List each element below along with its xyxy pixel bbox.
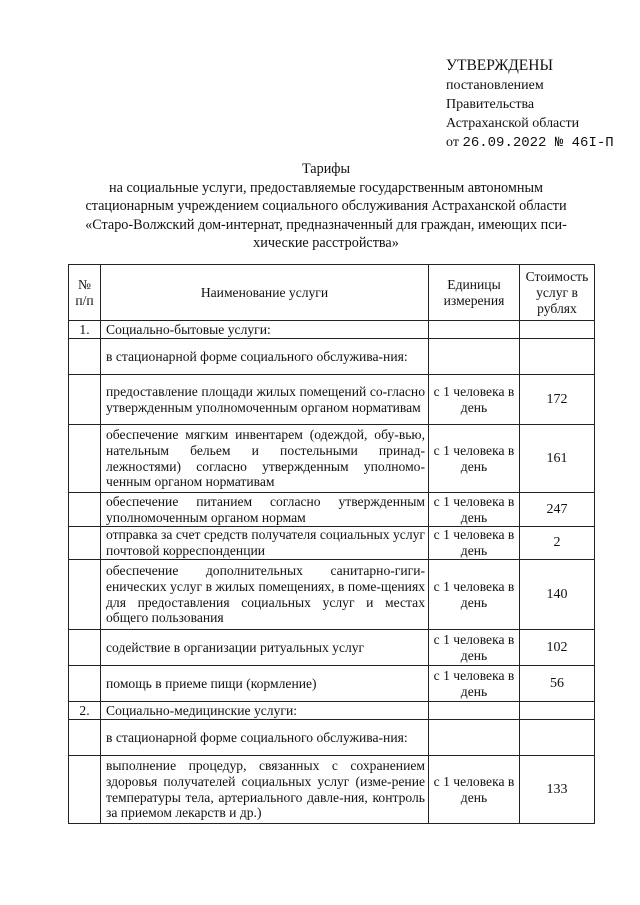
row-unit — [429, 321, 520, 339]
table-row — [69, 666, 595, 702]
title-line: Тарифы — [301, 161, 351, 177]
row-name: обеспечение дополнительных санитарно-гиги-енических услуг в жилых помещениях, в поме-щениях для предоставления социальных услуг и местах общего пользования — [101, 560, 429, 630]
tariff-table — [68, 264, 595, 824]
row-unit: с 1 человека в день — [429, 493, 520, 527]
row-cost: 172 — [520, 375, 595, 425]
row-name: помощь в приеме пищи (кормление) — [101, 666, 429, 702]
table-row — [69, 527, 595, 560]
row-cost: 56 — [520, 666, 595, 702]
row-cost — [520, 321, 595, 339]
title-line: на социальные услуги, предоставляемые государственным автономным — [109, 179, 543, 196]
document-title — [58, 160, 594, 253]
table-row — [69, 756, 595, 824]
row-unit — [429, 720, 520, 756]
row-unit: с 1 человека в день — [429, 375, 520, 425]
approval-date-value: 26.09.2022 № 46I-П — [462, 135, 614, 151]
header-number: № п/п — [69, 265, 101, 321]
row-number — [69, 493, 101, 527]
approval-stamp — [446, 56, 614, 153]
row-number — [69, 560, 101, 630]
table-header-row — [69, 265, 595, 321]
row-cost: 2 — [520, 527, 595, 560]
row-cost — [520, 702, 595, 720]
row-unit: с 1 человека в день — [429, 560, 520, 630]
table-row — [69, 702, 595, 720]
table-row — [69, 339, 595, 375]
row-unit: с 1 человека в день — [429, 756, 520, 824]
row-name: Социально-медицинские услуги: — [101, 702, 429, 720]
row-number — [69, 720, 101, 756]
row-cost: 133 — [520, 756, 595, 824]
row-unit: с 1 человека в день — [429, 630, 520, 666]
title-line: «Старо-Волжский дом-интернат, предназначенный для граждан, имеющих пси- — [85, 216, 567, 233]
row-number — [69, 666, 101, 702]
row-unit — [429, 702, 520, 720]
row-name: обеспечение мягким инвентарем (одеждой, обу-вью, нательным бельем и постельными принад-лежностями) согласно утвержденным уполномо-ченным органом нормативам — [101, 425, 429, 493]
row-unit: с 1 человека в день — [429, 666, 520, 702]
table-row — [69, 375, 595, 425]
table-row — [69, 493, 595, 527]
header-name: Наименование услуги — [101, 265, 429, 321]
table-row — [69, 720, 595, 756]
approval-line: Астраханской области — [446, 116, 580, 131]
row-name: предоставление площади жилых помещений со-гласно утвержденным уполномоченным органом нормативам — [101, 375, 429, 425]
row-cost: 140 — [520, 560, 595, 630]
row-unit — [429, 339, 520, 375]
approval-date-prefix: от — [446, 135, 459, 150]
table-row — [69, 425, 595, 493]
header-unit: Единицы измерения — [429, 265, 520, 321]
row-name: содействие в организации ритуальных услуг — [101, 630, 429, 666]
row-number — [69, 425, 101, 493]
row-cost: 102 — [520, 630, 595, 666]
approval-heading: УТВЕРЖДЕНЫ — [446, 57, 553, 74]
row-cost — [520, 720, 595, 756]
row-number: 2. — [69, 702, 101, 720]
row-unit: с 1 человека в день — [429, 425, 520, 493]
title-line: стационарным учреждением социального обслуживания Астраханской области — [85, 198, 567, 214]
row-unit: с 1 человека в день — [429, 527, 520, 560]
row-number — [69, 527, 101, 560]
row-number — [69, 339, 101, 375]
row-number — [69, 375, 101, 425]
header-cost: Стоимость услуг в рублях — [520, 265, 595, 321]
table-row — [69, 630, 595, 666]
approval-line: постановлением — [446, 78, 544, 93]
approval-line: Правительства — [446, 97, 535, 112]
row-cost — [520, 339, 595, 375]
row-name: отправка за счет средств получателя социальных услуг почтовой корреспонденции — [101, 527, 429, 560]
row-name: обеспечение питанием согласно утвержденным уполномоченным органом нормам — [101, 493, 429, 527]
row-name: в стационарной форме социального обслужива-ния: — [101, 339, 429, 375]
row-cost: 161 — [520, 425, 595, 493]
table-row — [69, 560, 595, 630]
row-number: 1. — [69, 321, 101, 339]
row-number — [69, 756, 101, 824]
row-cost: 247 — [520, 493, 595, 527]
approval-date — [446, 133, 614, 153]
row-name: Социально-бытовые услуги: — [101, 321, 429, 339]
row-number — [69, 630, 101, 666]
row-name: в стационарной форме социального обслужива-ния: — [101, 720, 429, 756]
table-row — [69, 321, 595, 339]
row-name: выполнение процедур, связанных с сохранением здоровья получателей социальных услуг (изме-рение температуры тела, артериального давле-ния, контроль за приемом лекарств и др.) — [101, 756, 429, 824]
title-line: хические расстройства» — [253, 235, 399, 251]
